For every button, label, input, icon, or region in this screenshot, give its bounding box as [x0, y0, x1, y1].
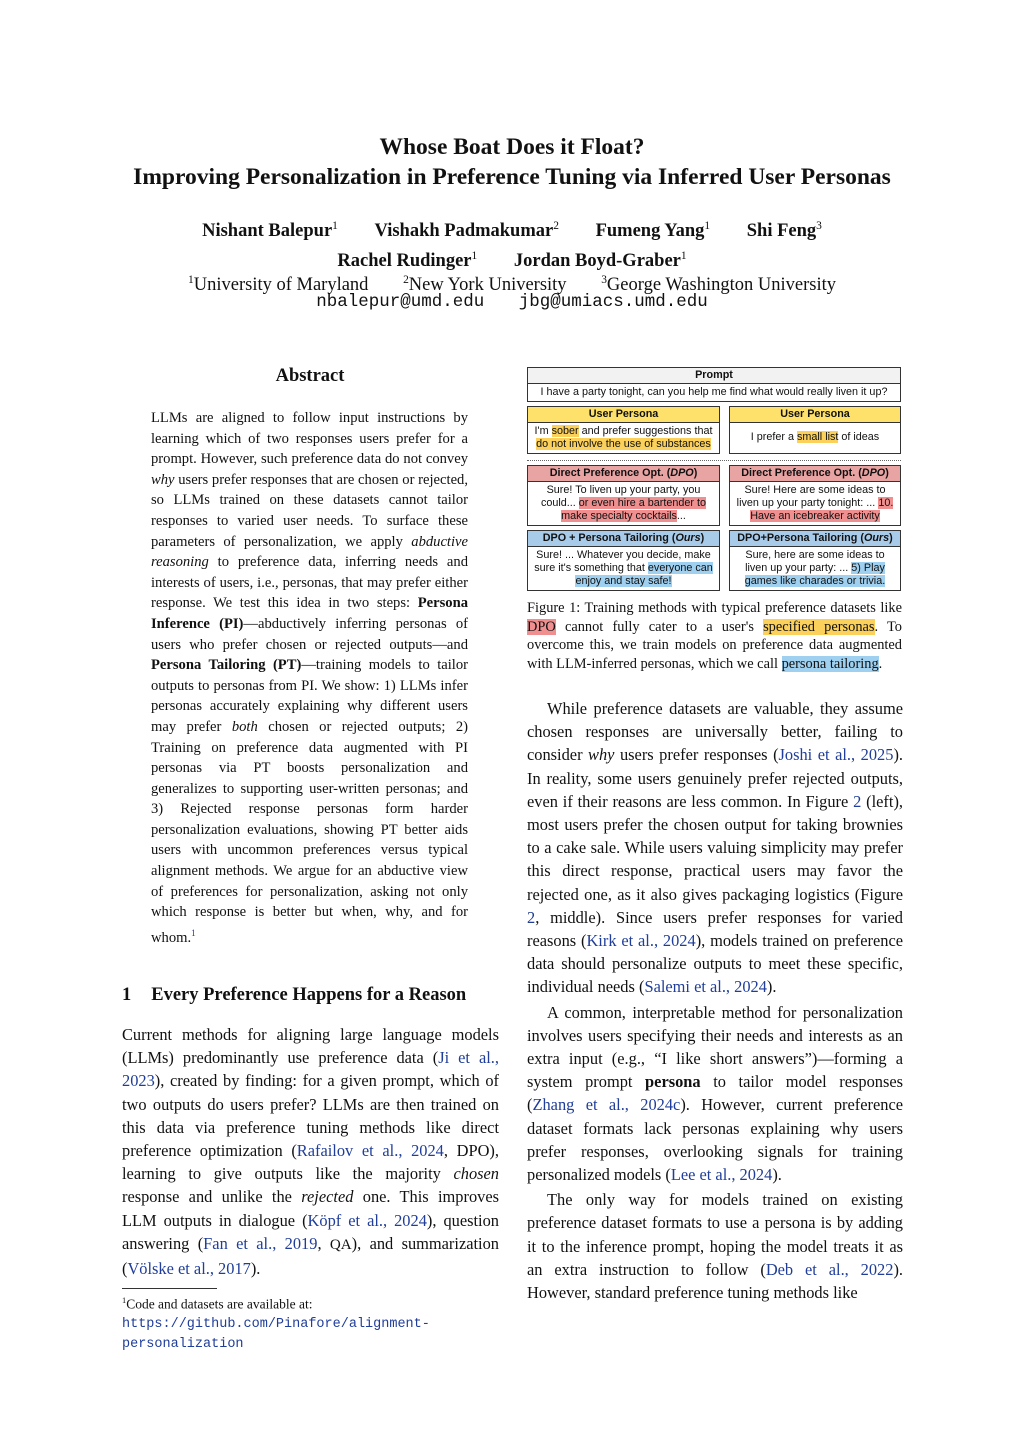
dpo-label: Direct Preference Opt. (DPO): [528, 466, 719, 482]
dpo-response: Sure! To liven up your party, you could... or even hire a bartender to make specialty cocktails...: [540, 484, 707, 522]
citation-link[interactable]: Lee et al., 2024: [670, 1165, 773, 1185]
paragraph: The only way for models trained on existing preference dataset formats to use a persona is by adding it to the inference prompt, hoping the model treats it as an extra instruction to follow (Deb et al., 2022). However, standard preference tuning methods like: [527, 1190, 903, 1303]
citation-link[interactable]: Rafailov et al., 2024: [296, 1141, 444, 1161]
citation-link[interactable]: Ji et al., 2023: [122, 1048, 499, 1091]
abstract-text: LLMs are aligned to follow input instructions by learning which of two responses users prefer for a prompt. However, such preference data do not convey why users prefer responses that are chosen or rejected, so LLMs trained on these datasets cannot tailor responses to varied user needs. To surface these parameters of personalization, we apply abductive reasoning to preference data, inferring needs and interests of users, i.e., personas, that may prefer either response. We test this idea in two steps: Persona Inference (PI)—abductively inferring personas of users who prefer chosen or rejected outputs—and Persona Tailoring (PT)—training models to tailor outputs to personas from PI. We show: 1) LLMs infer personas accurately explaining why different users may prefer both chosen or rejected outputs; 2) Training on preference data augmented with PI personas via PT boosts personalization and generalizes to supporting user-written personas; and 3) Rejected response personas form harder personalization evaluations, showing PT better aids users with uncommon preferences versus typical alignment methods. We argue for an abductive view of preferences for personalization, asking not only which response is better but when, why, and for whom.$^1$: [151, 410, 468, 946]
prompt-label: Prompt: [528, 368, 900, 384]
pt-label: DPO + Persona Tailoring (Ours): [528, 531, 719, 547]
citation-link[interactable]: Joshi et al., 2025: [778, 745, 894, 765]
citation-link[interactable]: Kirk et al., 2024: [586, 931, 696, 951]
pt-response: Sure! ... Whatever you decide, make sure it's something that everyone can enjoy and stay safe!: [534, 549, 713, 587]
paper-title: [60, 132, 964, 192]
paragraph: While preference datasets are valuable, they assume chosen responses are universally better, failing to consider why users prefer responses (Joshi et al., 2025). In reality, some users genuinely prefer rejected outputs, even if their reasons are less common. In Figure 2 (left), most users prefer the chosen output for taking brownies to a cake sale. While users valuing simplicity may prefer this direct response, practical users may favor the rejected one, as it also gives packaging logistics (Figure 2, middle). Since users prefer responses for varied reasons (Kirk et al., 2024), models trained on preference data should personalize outputs to meet these specific, individual needs (Salemi et al., 2024).: [527, 699, 903, 997]
affiliation: $^2$New York University: [403, 274, 567, 296]
dpo-label: Direct Preference Opt. (DPO): [730, 466, 900, 482]
footnote: $^1$Code and datasets are available at: https://github.com/Pinafore/alignment-personalization: [122, 1296, 430, 1352]
title-line-1: Whose Boat Does it Float?: [379, 134, 645, 160]
figure-ref-link[interactable]: 2: [527, 907, 536, 927]
author: Fumeng Yang$^1$: [595, 220, 711, 242]
persona-text: I prefer a small list of ideas: [750, 431, 880, 443]
title-line-2: Improving Personalization in Preference Tuning via Inferred User Personas: [133, 164, 891, 190]
citation-link[interactable]: Deb et al., 2022: [765, 1259, 894, 1279]
persona-label: User Persona: [528, 407, 719, 423]
abstract-heading: Abstract: [275, 366, 345, 386]
repo-link[interactable]: https://github.com/Pinafore/alignment-personalization: [122, 1316, 430, 1352]
citation-link[interactable]: Völske et al., 2017: [127, 1259, 251, 1279]
author: Jordan Boyd-Graber$^1$: [513, 250, 687, 272]
author: Shi Feng$^3$: [746, 220, 822, 242]
footnote-rule: [122, 1288, 217, 1289]
email: jbg@umiacs.umd.edu: [518, 292, 708, 312]
right-column-text: [527, 697, 903, 1304]
persona-box-left: [527, 406, 720, 454]
author: Rachel Rudinger$^1$: [337, 250, 478, 272]
email-list: [60, 292, 964, 312]
dpo-box-right: [729, 465, 901, 526]
figure-caption: Figure 1: Training methods with typical preference datasets like DPO cannot fully cater to a user's specified personas. To overcome this, we train models on preference data augmented with LLM-inferred personas, which we call persona tailoring.: [527, 600, 902, 672]
pt-box-left: [527, 530, 720, 591]
author-list: [60, 214, 964, 274]
persona-text: I'm sober and prefer suggestions that do not involve the use of substances: [534, 425, 713, 450]
prompt-text: I have a party tonight, can you help me find what would really liven it up?: [540, 386, 888, 398]
citation-link[interactable]: Zhang et al., 2024c: [532, 1095, 681, 1115]
footnote-mark[interactable]: 1: [191, 927, 196, 938]
citation-link[interactable]: Salemi et al., 2024: [644, 977, 767, 997]
affiliation: $^3$George Washington University: [601, 274, 836, 296]
section-heading: 1 Every Preference Happens for a Reason: [122, 985, 467, 1005]
prompt-box: [527, 367, 901, 402]
paragraph: A common, interpretable method for personalization involves users specifying their needs and interests as an extra input (e.g., “I like short answers”)—forming a system prompt persona to tailor model responses (Zhang et al., 2024c). However, current preference dataset formats lack personas explaining why users prefer responses, overlooking signals for training personalized models (Lee et al., 2024).: [527, 1002, 903, 1185]
pt-box-right: [729, 530, 901, 591]
citation-link[interactable]: Köpf et al., 2024: [307, 1210, 427, 1230]
figure-ref-link[interactable]: 2: [853, 791, 862, 811]
pt-response: Sure, here are some ideas to liven up your party: ... 5) Play games like charades or trivia.: [744, 549, 886, 587]
persona-label: User Persona: [730, 407, 900, 423]
figure-divider: [527, 460, 901, 461]
author: Vishakh Padmakumar$^2$: [374, 220, 559, 242]
pt-label: DPO+Persona Tailoring (Ours): [730, 531, 900, 547]
author: Nishant Balepur$^1$: [202, 220, 338, 242]
citation-link[interactable]: Fan et al., 2019: [203, 1233, 318, 1253]
section-1-paragraph: Current methods for aligning large language models (LLMs) predominantly use preference data (Ji et al., 2023), created by finding: for a given prompt, which of two outputs do users prefer? LLMs are then trained on this data via preference tuning methods like direct preference optimization (Rafailov et al., 2024, DPO), learning to give outputs like the majority chosen response and unlike the rejected one. This improves LLM outputs in dialogue (Köpf et al., 2024), question answering (Fan et al., 2019, QA), and summarization (Völske et al., 2017).: [122, 1025, 499, 1279]
dpo-box-left: [527, 465, 720, 526]
affiliation: $^1$University of Maryland: [188, 274, 369, 296]
figure-1: [527, 367, 901, 591]
dpo-response: Sure! Here are some ideas to liven up your party tonight: ... 10. Have an icebreaker activity: [736, 484, 894, 522]
persona-box-right: [729, 406, 901, 454]
email: nbalepur@umd.edu: [316, 292, 485, 312]
